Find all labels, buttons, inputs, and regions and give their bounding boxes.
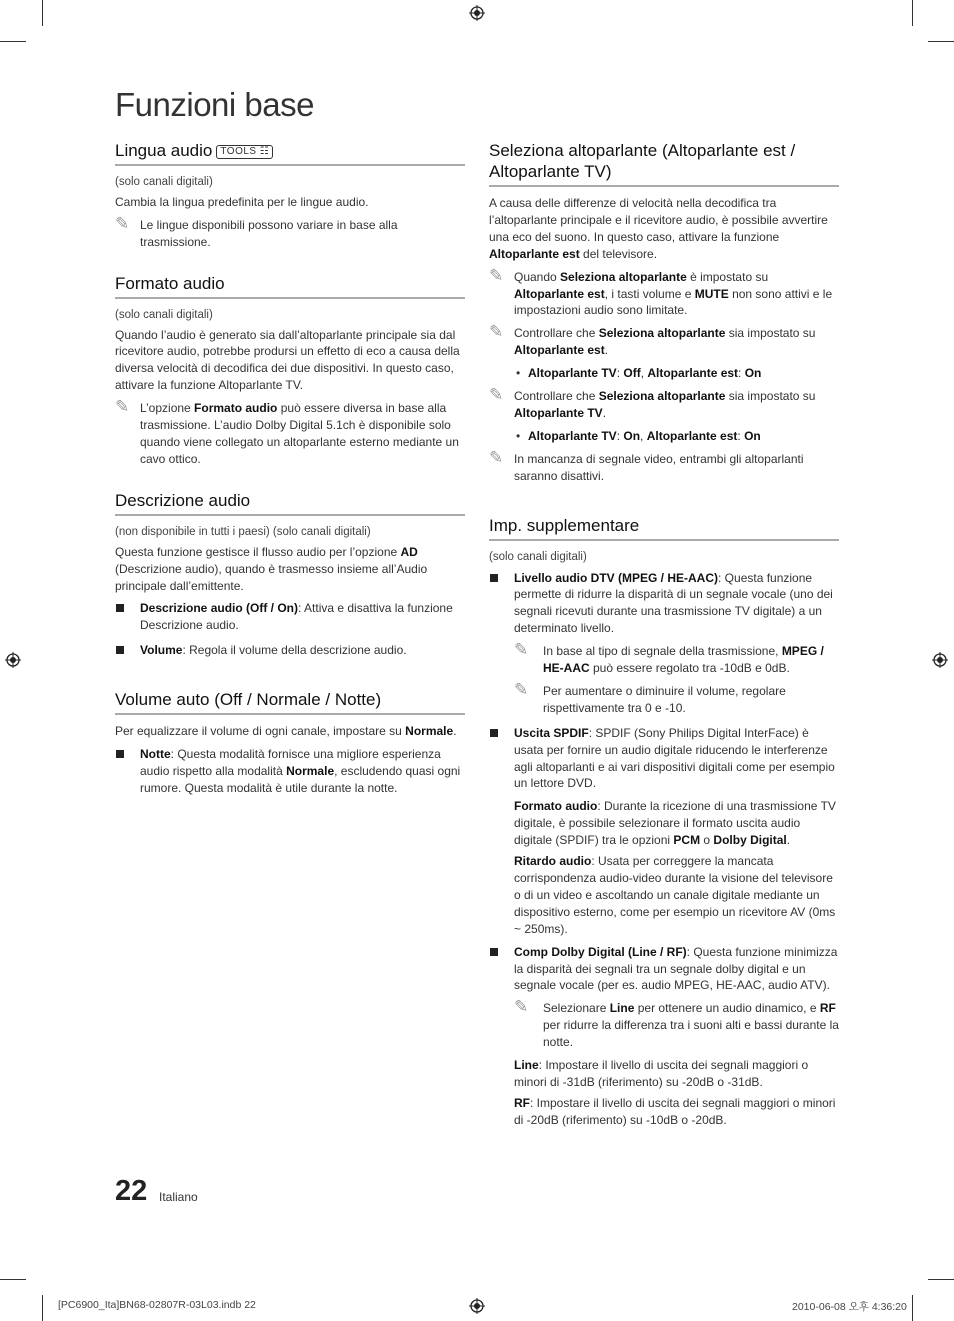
section-heading: Seleziona altoparlante (Altoparlante est / Altoparlante TV): [489, 140, 839, 187]
section-imp-supplementare: [489, 515, 839, 1129]
section-volume-auto: [115, 689, 465, 797]
scope-text: (solo canali digitali): [115, 308, 213, 321]
crop-mark: [0, 1279, 26, 1280]
slug-file: [PC6900_Ita]BN68-02807R-03L03.indb 22: [58, 1299, 256, 1311]
pencil-note-icon: ✎: [115, 213, 130, 233]
slug-date: 2010-06-08 오후 4:36:20: [792, 1301, 907, 1313]
page-language: Italiano: [159, 1190, 198, 1204]
crop-mark: [928, 41, 954, 42]
registration-mark-icon: [469, 5, 485, 21]
description-text: A causa delle differenze di velocità nella decodifica tra l’altoparlante principale e il ricevitore audio, è possibile avvertire una eco del suono. In questo caso, attivare la funzione Altoparlante est del televisore.: [489, 196, 828, 261]
section-heading: Descrizione audio: [115, 490, 465, 516]
pencil-note-icon: ✎: [489, 447, 504, 467]
square-bullet-icon: [490, 729, 498, 737]
square-bullet-icon: [116, 750, 124, 758]
list-item: Volume: Regola il volume della descrizione audio.: [115, 642, 465, 659]
square-bullet-icon: [490, 948, 498, 956]
pencil-note-icon: ✎: [489, 265, 504, 285]
crop-mark: [928, 1279, 954, 1280]
sub-paragraph: Ritardo audio: Usata per correggere la mancata corrispondenza audio-video durante la visione del televisore o di un video e ascoltando un canale digitale mediante un dispositivo esterno, come per esempio un ricevitore AV (0ms ~ 250ms).: [514, 854, 836, 936]
right-column: [489, 140, 839, 1151]
list-item: Comp Dolby Digital (Line / RF): Questa funzione minimizza la disparità dei segnali tra un segnale dolby digital e un segnale vocale (per es. audio MPEG, HE-AAC, audio ATV).: [489, 944, 839, 995]
list-item: Livello audio DTV (MPEG / HE-AAC): Questa funzione permette di ridurre la disparità di un segnale vocale (uno dei segnali ricevuti durante una trasmissione TV digitale) a un determinato livello.: [489, 570, 839, 638]
list-item: Uscita SPDIF: SPDIF (Sony Philips Digital InterFace) è usata per fornire un audio digitale riducendo le interferenze agli altoparlanti e ai vari dispositivi digitali come per esempio un lettore DVD.: [489, 725, 839, 793]
crop-mark: [912, 1295, 913, 1321]
note: ✎ Selezionare Line per ottenere un audio dinamico, e RF per ridurre la differenza tra i suoni alti e bassi durante la notte.: [514, 997, 839, 1050]
crop-mark: [42, 1295, 43, 1321]
section-heading: Imp. supplementare: [489, 515, 839, 541]
registration-mark-icon: [5, 652, 21, 668]
crop-mark: [912, 0, 913, 26]
description-text: Cambia la lingua predefinita per le lingue audio.: [115, 194, 369, 209]
note: ✎ Per aumentare o diminuire il volume, regolare rispettivamente tra 0 e -10.: [514, 679, 786, 715]
pencil-note-icon: ✎: [514, 679, 529, 699]
pencil-note-icon: ✎: [514, 997, 529, 1017]
section-heading: [115, 140, 465, 166]
square-bullet-icon: [116, 604, 124, 612]
note: ✎ Quando Seleziona altoparlante è impostato su Altoparlante est, i tasti volume e MUTE non sono attivi e le impostazioni audio sono limitate.: [489, 265, 833, 318]
scope-text: (solo canali digitali): [489, 550, 587, 563]
registration-mark-icon: [932, 652, 948, 668]
description-text: Quando l’audio è generato sia dall’altoparlante principale sia dal ricevitore audio, potrebbe prodursi un effetto di eco a causa della diversa velocità di decodifica dei due dispositivi. In questo caso, attivare la funzione Altoparlante TV.: [115, 327, 460, 393]
page-title: Funzioni base: [115, 86, 314, 123]
note: ✎ Controllare che Seleziona altoparlante sia impostato su Altoparlante est.: [489, 322, 816, 358]
sub-paragraph: RF: Impostare il livello di uscita dei segnali maggiori o minori di -20dB (riferimento) su -10dB o -20dB.: [514, 1095, 836, 1127]
pencil-note-icon: ✎: [115, 397, 130, 417]
description-text: Questa funzione gestisce il flusso audio per l’opzione AD (Descrizione audio), quando è trasmesso insieme all’Audio principale dall’emittente.: [115, 544, 428, 593]
scope-text: (solo canali digitali): [115, 176, 213, 188]
section-seleziona-altoparlante: [489, 140, 839, 485]
sub-paragraph: Line: Impostare il livello di uscita dei segnali maggiori o minori di -31dB (riferimento) su -20dB o -31dB.: [514, 1058, 809, 1089]
section-lingua-audio: [115, 140, 465, 251]
heading-text: Lingua audio: [115, 141, 213, 160]
pencil-note-icon: ✎: [489, 385, 504, 405]
note: ✎ Le lingue disponibili possono variare in base alla trasmissione.: [115, 213, 398, 249]
bullet-item: • Altoparlante TV: On, Altoparlante est: On: [516, 428, 761, 443]
sub-paragraph: Formato audio: Durante la ricezione di una trasmissione TV digitale, è possibile selezionare il formato uscita audio digitale (SPDIF) tra le opzioni PCM o Dolby Digital.: [514, 799, 836, 848]
section-heading: Formato audio: [115, 273, 465, 299]
left-column: [115, 140, 465, 819]
pencil-note-icon: ✎: [514, 640, 529, 660]
pencil-note-icon: ✎: [489, 322, 504, 342]
dot-bullet-icon: •: [516, 428, 521, 443]
square-bullet-icon: [116, 646, 124, 654]
section-formato-audio: [115, 273, 465, 468]
list-item: Descrizione audio (Off / On): Attiva e disattiva la funzione Descrizione audio.: [115, 600, 465, 634]
tools-badge-icon: TOOLS ☷: [216, 145, 273, 159]
dot-bullet-icon: •: [516, 366, 521, 381]
bullet-item: • Altoparlante TV: Off, Altoparlante est: On: [516, 366, 762, 381]
page-number: 22: [115, 1175, 148, 1207]
crop-mark: [42, 0, 43, 26]
section-heading: Volume auto (Off / Normale / Notte): [115, 689, 465, 715]
registration-mark-icon: [469, 1298, 485, 1314]
note: ✎ Controllare che Seleziona altoparlante sia impostato su Altoparlante TV.: [489, 385, 816, 420]
note: ✎ L’opzione Formato audio può essere diversa in base alla trasmissione. L’audio Dolby Digital 5.1ch è disponibile solo quando viene collegato un altoparlante esterno mediante un cavo ottico.: [115, 397, 459, 466]
crop-mark: [0, 41, 26, 42]
square-bullet-icon: [490, 574, 498, 582]
list-item: Notte: Questa modalità fornisce una migliore esperienza audio rispetto alla modalità Normale, escludendo quasi ogni rumore. Questa modalità è utile durante la notte.: [115, 746, 465, 797]
section-descrizione-audio: [115, 490, 465, 659]
description-text: Per equalizzare il volume di ogni canale, impostare su Normale.: [115, 724, 457, 739]
note: ✎ In base al tipo di segnale della trasmissione, MPEG / HE-AAC può essere regolato tra -10dB e 0dB.: [514, 640, 824, 676]
note: ✎ In mancanza di segnale video, entrambi gli altoparlanti saranno disattivi.: [489, 447, 804, 483]
scope-text: (non disponibile in tutti i paesi) (solo canali digitali): [115, 525, 371, 538]
